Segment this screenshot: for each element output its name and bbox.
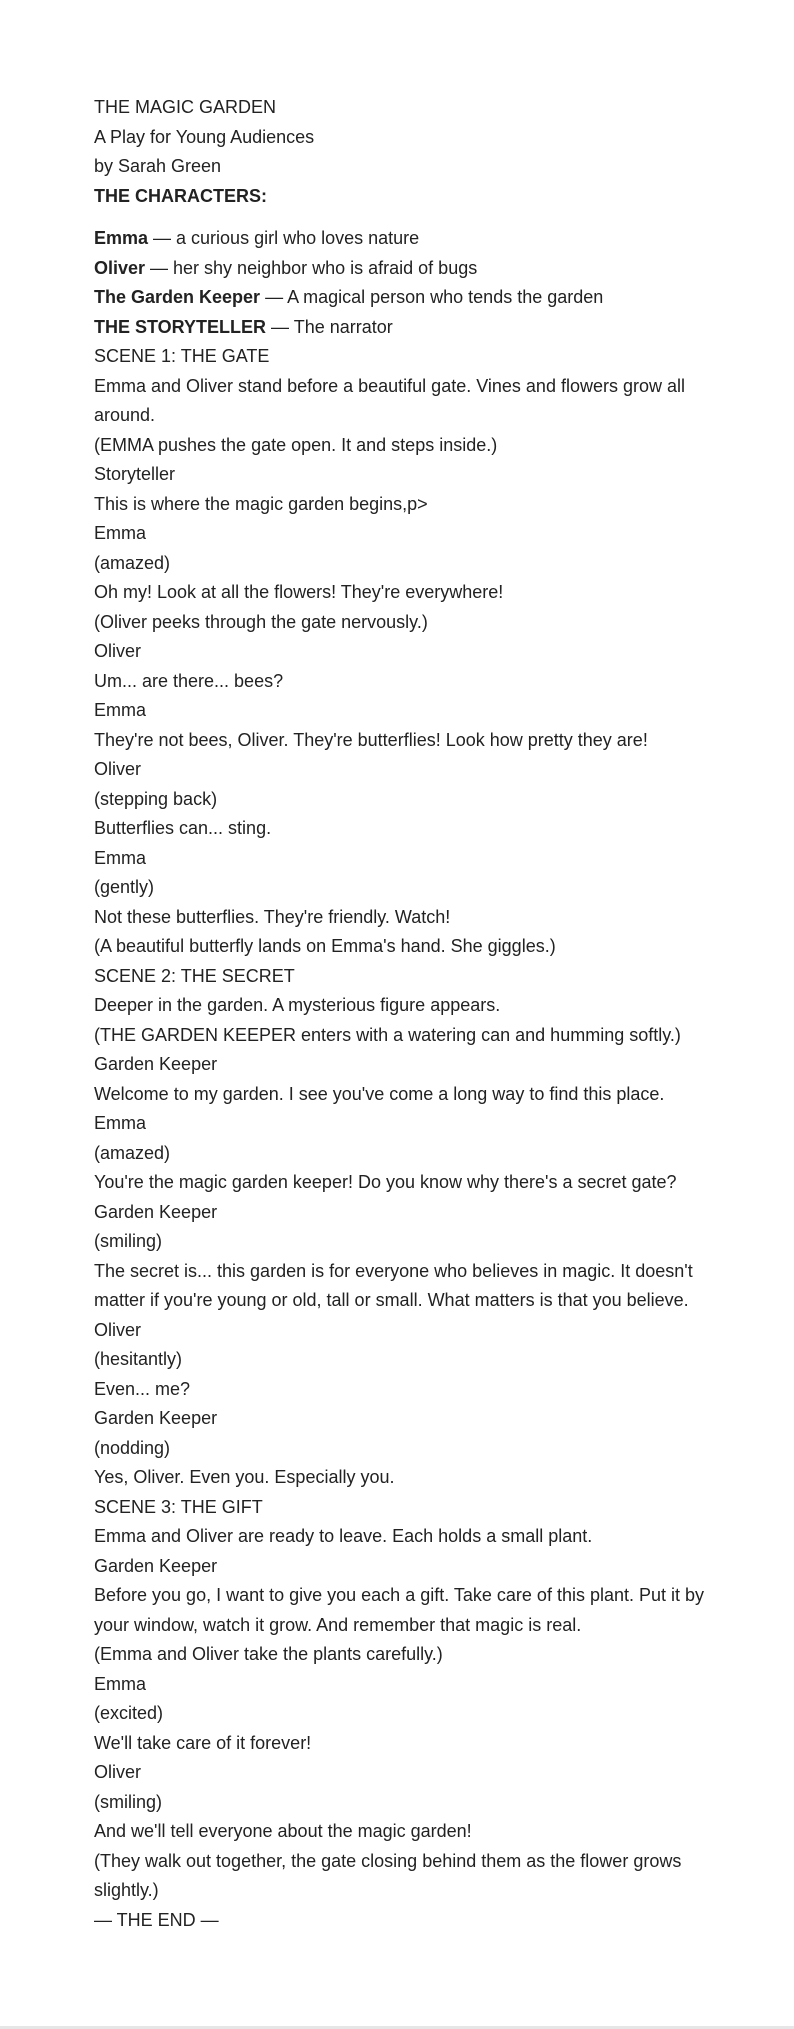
end-marker: — THE END — [94, 1909, 219, 1930]
speaker-name: Garden Keeper [94, 1201, 218, 1222]
title-block [94, 93, 714, 182]
stage-direction: (A beautiful butterfly lands on Emma's hand. She giggles.) [94, 936, 556, 956]
parenthetical: (stepping back) [94, 788, 218, 809]
speaker-name: Emma [94, 1673, 147, 1694]
scene-heading: SCENE 1: THE GATE [94, 346, 270, 366]
speaker-name: Emma [94, 700, 147, 720]
character-description: — her shy neighbor who is afraid of bugs [145, 257, 478, 278]
dialogue-line: Even... me? [94, 1378, 191, 1399]
stage-direction: Emma and Oliver are ready to leave. Each holds a small plant. [94, 1526, 593, 1546]
speaker-name: Oliver [94, 641, 142, 661]
character-entry [94, 254, 714, 284]
stage-direction: (They walk out together, the gate closing behind them as the flower grows slightly.) [94, 1850, 682, 1900]
character-list [94, 224, 714, 342]
dialogue-line: Um... are there... bees? [94, 670, 284, 691]
speaker-name: Oliver [94, 1319, 142, 1340]
dialogue-line: And we'll tell everyone about the magic garden! [94, 1821, 472, 1841]
play-author: by Sarah Green [94, 156, 222, 176]
dialogue-line: Not these butterflies. They're friendly. Watch! [94, 906, 451, 927]
script-body [94, 342, 714, 1935]
play-subtitle: A Play for Young Audiences [94, 126, 315, 147]
parenthetical: (amazed) [94, 1142, 171, 1163]
speaker-name: Garden Keeper [94, 1555, 218, 1576]
script-page [94, 93, 714, 1935]
speaker-name: Emma [94, 1113, 147, 1133]
speaker-name: Emma [94, 523, 147, 543]
parenthetical: (smiling) [94, 1791, 163, 1812]
dialogue-line: We'll take care of it forever! [94, 1732, 312, 1753]
character-entry [94, 283, 714, 313]
speaker-name: Oliver [94, 759, 142, 779]
character-name: Emma [94, 228, 149, 248]
play-title: THE MAGIC GARDEN [94, 97, 277, 117]
parenthetical: (nodding) [94, 1437, 171, 1458]
character-name: Oliver [94, 257, 146, 278]
character-description: — a curious girl who loves nature [148, 228, 420, 248]
speaker-name: Garden Keeper [94, 1054, 218, 1074]
characters-heading: THE CHARACTERS: [94, 185, 267, 206]
stage-direction: (EMMA pushes the gate open. It and steps inside.) [94, 434, 498, 455]
dialogue-line: Butterflies can... sting. [94, 818, 272, 838]
parenthetical: (smiling) [94, 1231, 163, 1251]
stage-direction: (THE GARDEN KEEPER enters with a watering can and humming softly.) [94, 1024, 681, 1045]
speaker-name: Garden Keeper [94, 1408, 218, 1428]
dialogue-line: This is where the magic garden begins,p> [94, 493, 428, 514]
speaker-name: Storyteller [94, 464, 176, 484]
parenthetical: (gently) [94, 877, 155, 897]
dialogue-line: You're the magic garden keeper! Do you know why there's a secret gate? [94, 1172, 677, 1192]
scene-heading: SCENE 3: THE GIFT [94, 1496, 263, 1517]
dialogue-line: They're not bees, Oliver. They're butterflies! Look how pretty they are! [94, 729, 648, 750]
stage-direction: (Oliver peeks through the gate nervously.) [94, 611, 428, 632]
parenthetical: (amazed) [94, 552, 171, 573]
speaker-name: Emma [94, 847, 147, 868]
dialogue-line: Oh my! Look at all the flowers! They're everywhere! [94, 582, 504, 602]
dialogue-line: Welcome to my garden. I see you've come a long way to find this place. [94, 1083, 665, 1104]
stage-direction: (Emma and Oliver take the plants carefully.) [94, 1644, 443, 1664]
dialogue-line: Before you go, I want to give you each a gift. Take care of this plant. Put it by your window, watch it grow. And remember that magic is real. [94, 1585, 705, 1635]
scene-heading: SCENE 2: THE SECRET [94, 965, 295, 986]
dialogue-line: The secret is... this garden is for everyone who believes in magic. It doesn't matter if you're young or old, tall or small. What matters is that you believe. [94, 1260, 693, 1310]
character-entry [94, 224, 714, 254]
character-name: The Garden Keeper [94, 287, 261, 307]
character-name: THE STORYTELLER [94, 316, 267, 337]
character-description: — A magical person who tends the garden [260, 287, 604, 307]
character-description: — The narrator [266, 316, 393, 337]
character-entry [94, 313, 714, 343]
parenthetical: (excited) [94, 1703, 164, 1723]
speaker-name: Oliver [94, 1762, 142, 1782]
dialogue-line: Yes, Oliver. Even you. Especially you. [94, 1467, 395, 1487]
parenthetical: (hesitantly) [94, 1349, 183, 1369]
stage-direction: Deeper in the garden. A mysterious figure appears. [94, 995, 501, 1015]
stage-direction: Emma and Oliver stand before a beautiful gate. Vines and flowers grow all around. [94, 375, 685, 425]
